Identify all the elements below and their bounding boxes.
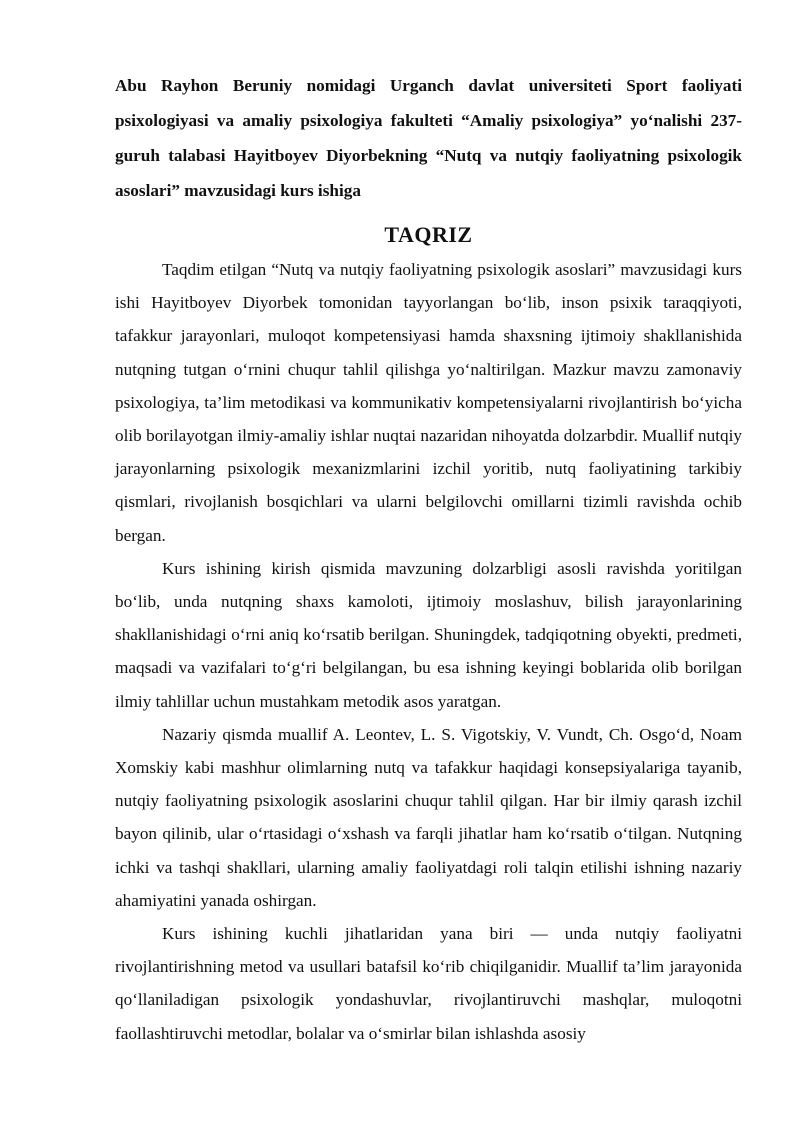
paragraph-introduction-section: Kurs ishining kirish qismida mavzuning dolzarbligi asosli ravishda yoritilgan bo‘lib, unda nutqning shaxs kamoloti, ijtimoiy moslashuv, bilish jarayonlarining shakllanishidagi o‘rni aniq ko‘rsatib berilgan. Shuningdek, tadqiqotning obyekti, predmeti, maqsadi va vazifalari to‘g‘ri belgilangan, bu esa ishning keyingi boblarida olib borilgan ilmiy tahlillar uchun mustahkam metodik asos yaratgan. [115,558,742,711]
document-heading: Abu Rayhon Beruniy nomidagi Urganch davlat universiteti Sport faoliyati psixologiyasi va amaliy psixologiya fakulteti “Amaliy psixologiya” yo‘nalishi 237-guruh talabasi Hayitboyev Diyorbekning “Nutq va nutqiy faoliyatning psixologik asoslari” mavzusidagi kurs ishiga [115,76,742,200]
document-page [115,68,742,1050]
paragraph-theory-section: Nazariy qismda muallif A. Leontev, L. S. Vigotskiy, V. Vundt, Ch. Osgo‘d, Noam Xomskiy kabi mashhur olimlarning nutq va tafakkur haqidagi konsepsiyalariga tayanib, nutqiy faoliyatning psixologik asoslarini chuqur tahlil qilgan. Har bir ilmiy qarash izchil bayon qilinib, ular o‘rtasidagi o‘xshash va farqli jihatlar ham ko‘rsatib o‘tilgan. Nutqning ichki va tashqi shakllari, ularning amaliy faoliyatdagi roli talqin etilishi ishning nazariy ahamiyatini yanada oshirgan. [115,724,742,910]
paragraph-strengths: Kurs ishining kuchli jihatlaridan yana biri — unda nutqiy faoliyatni rivojlantirishning metod va usullari batafsil ko‘rib chiqilganidir. Muallif ta’lim jarayonida qo‘llaniladigan psixologik yondashuvlar, rivojlantiruvchi mashqlar, muloqotni faollashtiruvchi metodlar, bolalar va o‘smirlar bilan ishlashda asosiy [115,924,742,1043]
document-title: TAQRIZ [384,222,473,247]
paragraph-intro: Taqdim etilgan “Nutq va nutqiy faoliyatning psixologik asoslari” mavzusidagi kurs ishi Hayitboyev Diyorbek tomonidan tayyorlangan bo‘lib, inson psixik taraqqiyoti, tafakkur jarayonlari, muloqot kompetensiyasi hamda shaxsning ijtimoiy shakllanishida nutqning tutgan o‘rnini chuqur tahlil qilishga yo‘naltirilgan. Mazkur mavzu zamonaviy psixologiya, ta’lim metodikasi va kommunikativ kompetensiyalarni rivojlantirish bo‘yicha olib borilayotgan ilmiy-amaliy ishlar nuqtai nazaridan nihoyatda dolzarbdir. Muallif nutqiy jarayonlarning psixologik mexanizmlarini izchil yoritib, nutq faoliyatining tarkibiy qismlari, rivojlanish bosqichlari va ularni belgilovchi omillarni tizimli ravishda ochib bergan. [115,260,742,545]
